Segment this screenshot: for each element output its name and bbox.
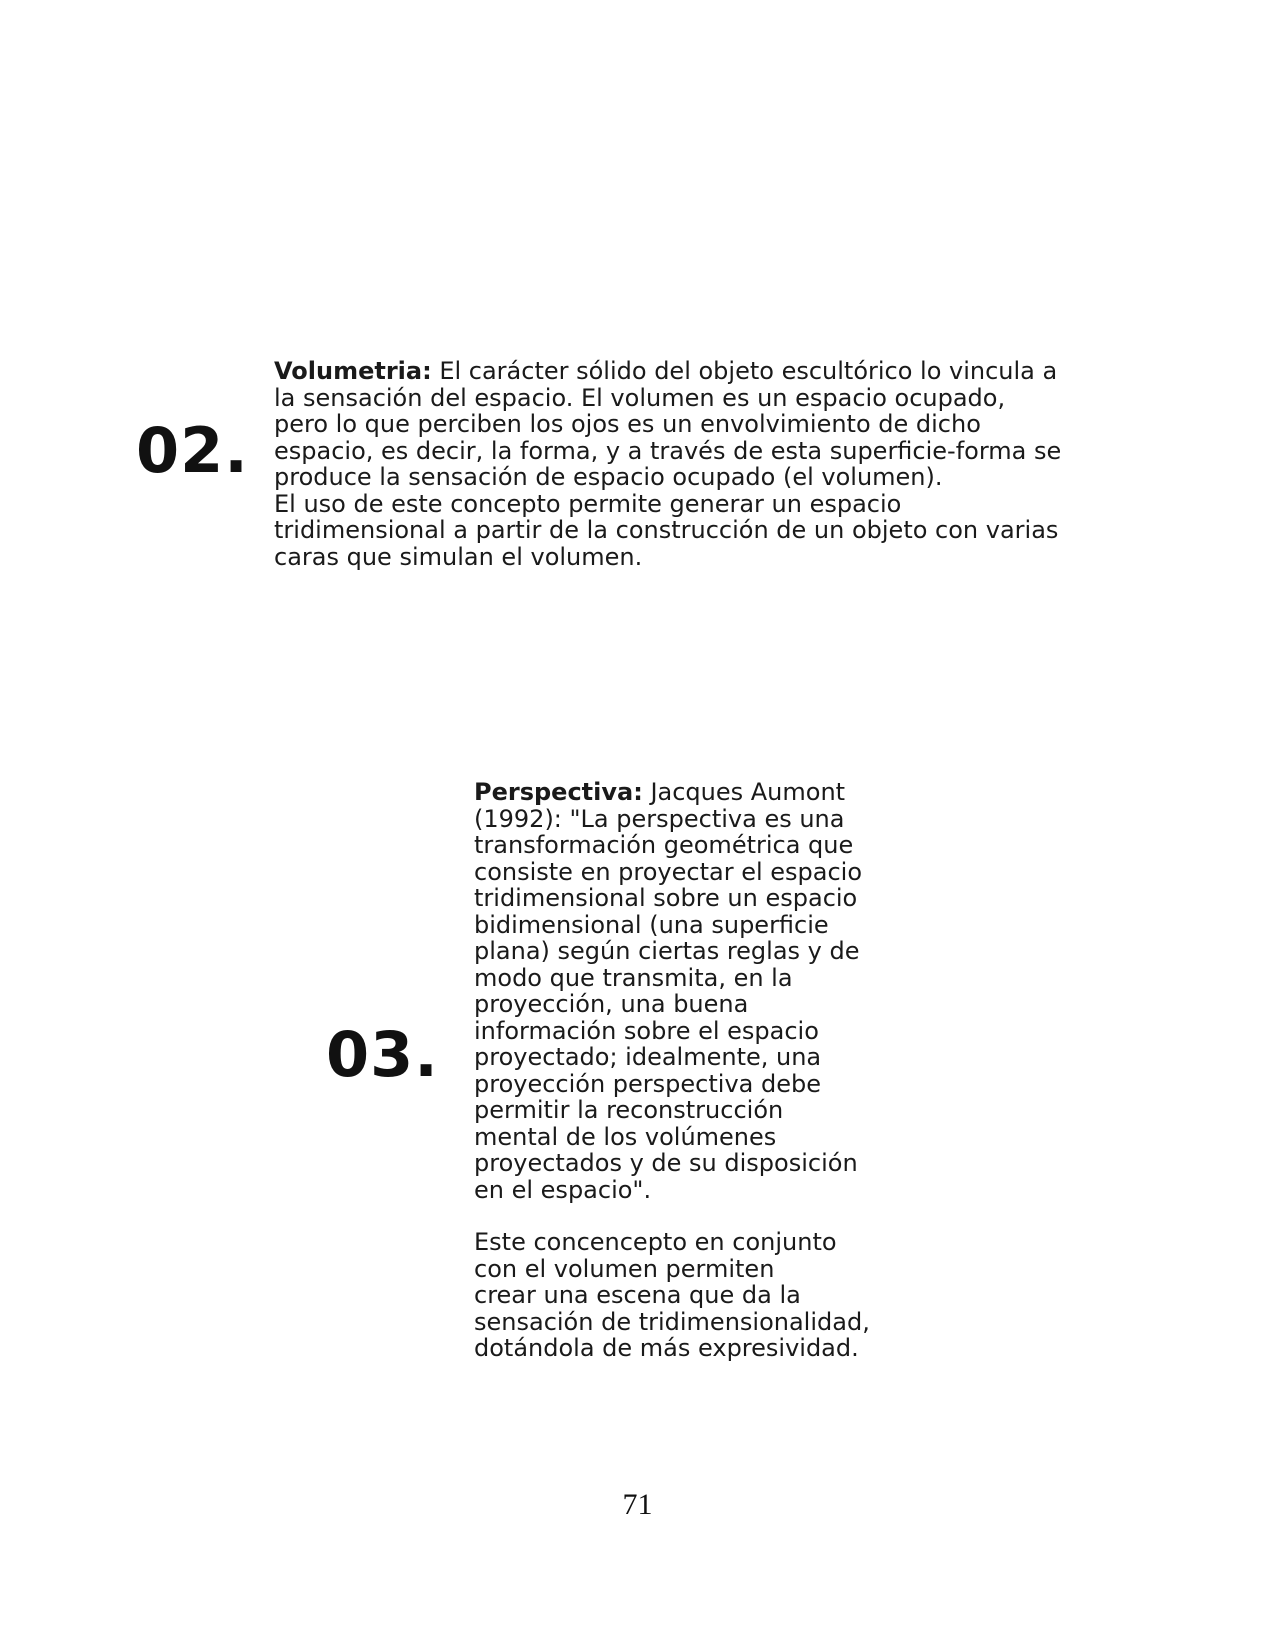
section-perspectiva <box>474 779 914 1362</box>
perspectiva-second-paragraph: Este concencepto en conjunto con el volumen permiten crear una escena que da la sensación de tridimensionalidad, dotándola de más expresividad. <box>474 1228 870 1362</box>
section-number-03: 03. <box>326 1018 439 1091</box>
volumetria-body-text: El carácter sólido del objeto escultórico lo vincula a la sensación del espacio. El volumen es un espacio ocupado, pero lo que perciben los ojos es un envolvimiento de dicho espacio, es decir, la forma, y a través de esta superficie-forma se produce la sensación de espacio ocupado (el volumen). El uso de este concepto permite generar un espacio tridimensional a partir de la construcción de un objeto con varias caras que simulan el volumen. <box>274 357 1062 571</box>
section-volumetria <box>274 358 1154 570</box>
section-volumetria-paragraph <box>274 358 1154 570</box>
term-perspectiva: Perspectiva: <box>474 778 643 806</box>
section-number-02: 02. <box>136 414 249 487</box>
section-perspectiva-paragraph <box>474 779 914 1203</box>
perspectiva-body-text: Jacques Aumont (1992): "La perspectiva es una transformación geométrica que consiste en proyectar el espacio tridimensional sobre un espacio bidimensional (una superficie plana) según ciertas reglas y de modo que transmita, en la proyección, una buena información sobre el espacio proyectado; idealmente, una proyección perspectiva debe permitir la reconstrucción mental de los volúmenes proyectados y de su disposición en el espacio". <box>474 778 863 1204</box>
page-number: 71 <box>622 1488 653 1521</box>
term-volumetria: Volumetria: <box>274 357 432 385</box>
